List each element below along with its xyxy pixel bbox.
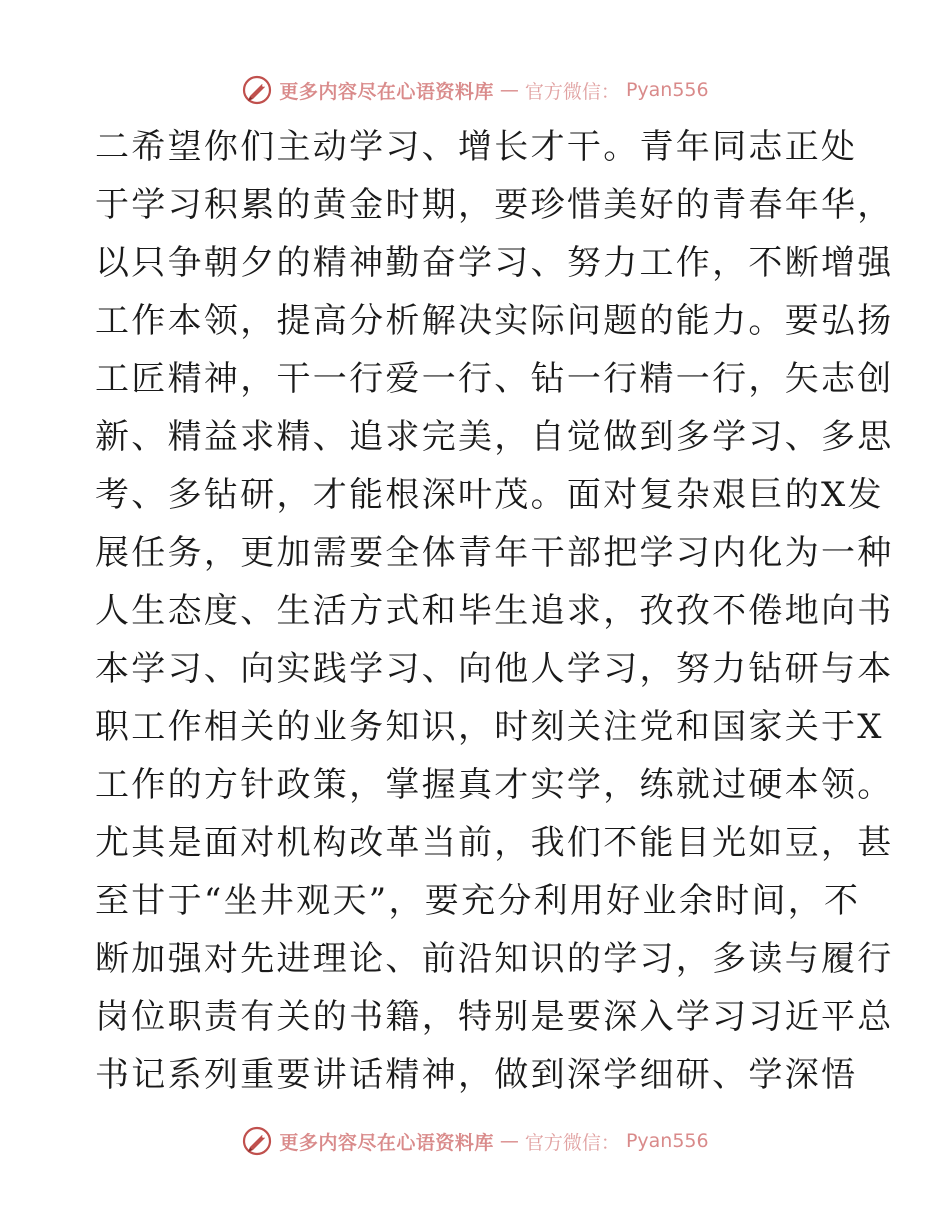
text-line: 考、多钻研，才能根深叶茂。面对复杂艰巨的X发 xyxy=(95,475,884,515)
text-line: 至甘于“坐井观天”，要充分利用好业余时间，不 xyxy=(95,881,861,921)
text-line: 展任务，更加需要全体青年干部把学习内化为一种 xyxy=(95,533,894,573)
watermark-dash: — xyxy=(499,79,519,101)
watermark-footer xyxy=(0,1121,950,1161)
text-line: 尤其是面对机构改革当前，我们不能目光如豆，甚 xyxy=(95,823,894,863)
watermark-wechat-label: 官方微信： xyxy=(524,80,620,103)
watermark-dash: — xyxy=(499,1130,519,1152)
watermark-wechat-label: 官方微信： xyxy=(524,1131,620,1154)
text-line: 新、精益求精、追求完美，自觉做到多学习、多思 xyxy=(95,417,894,457)
text-line: 二希望你们主动学习、增长才干。青年同志正处 xyxy=(95,127,858,167)
text-line: 断加强对先进理论、前沿知识的学习，多读与履行 xyxy=(95,939,894,979)
pen-logo-icon xyxy=(241,1125,273,1157)
text-line: 于学习积累的黄金时期，要珍惜美好的青春年华， xyxy=(95,185,894,225)
watermark-wechat-id: Pyan556 xyxy=(625,79,709,101)
text-line: 以只争朝夕的精神勤奋学习、努力工作，不断增强 xyxy=(95,243,894,283)
text-line: 工作本领，提高分析解决实际问题的能力。要弘扬 xyxy=(95,301,894,341)
watermark-header xyxy=(0,70,950,110)
text-line: 本学习、向实践学习、向他人学习，努力钻研与本 xyxy=(95,649,894,689)
document-paragraph xyxy=(95,118,894,1104)
text-line: 书记系列重要讲话精神，做到深学细研、学深悟 xyxy=(95,1055,858,1095)
text-line: 职工作相关的业务知识，时刻关注党和国家关于X xyxy=(95,707,884,747)
pen-logo-icon xyxy=(241,74,273,106)
watermark-brand-text: 更多内容尽在心语资料库 xyxy=(279,80,494,103)
text-line: 人生态度、生活方式和毕生追求，孜孜不倦地向书 xyxy=(95,591,894,631)
watermark-brand-text: 更多内容尽在心语资料库 xyxy=(279,1131,494,1154)
text-line: 工匠精神，干一行爱一行、钻一行精一行，矢志创 xyxy=(95,359,894,399)
text-line: 岗位职责有关的书籍，特别是要深入学习习近平总 xyxy=(95,997,894,1037)
text-line: 工作的方针政策，掌握真才实学，练就过硬本领。 xyxy=(95,765,894,805)
watermark-wechat-id: Pyan556 xyxy=(625,1130,709,1152)
